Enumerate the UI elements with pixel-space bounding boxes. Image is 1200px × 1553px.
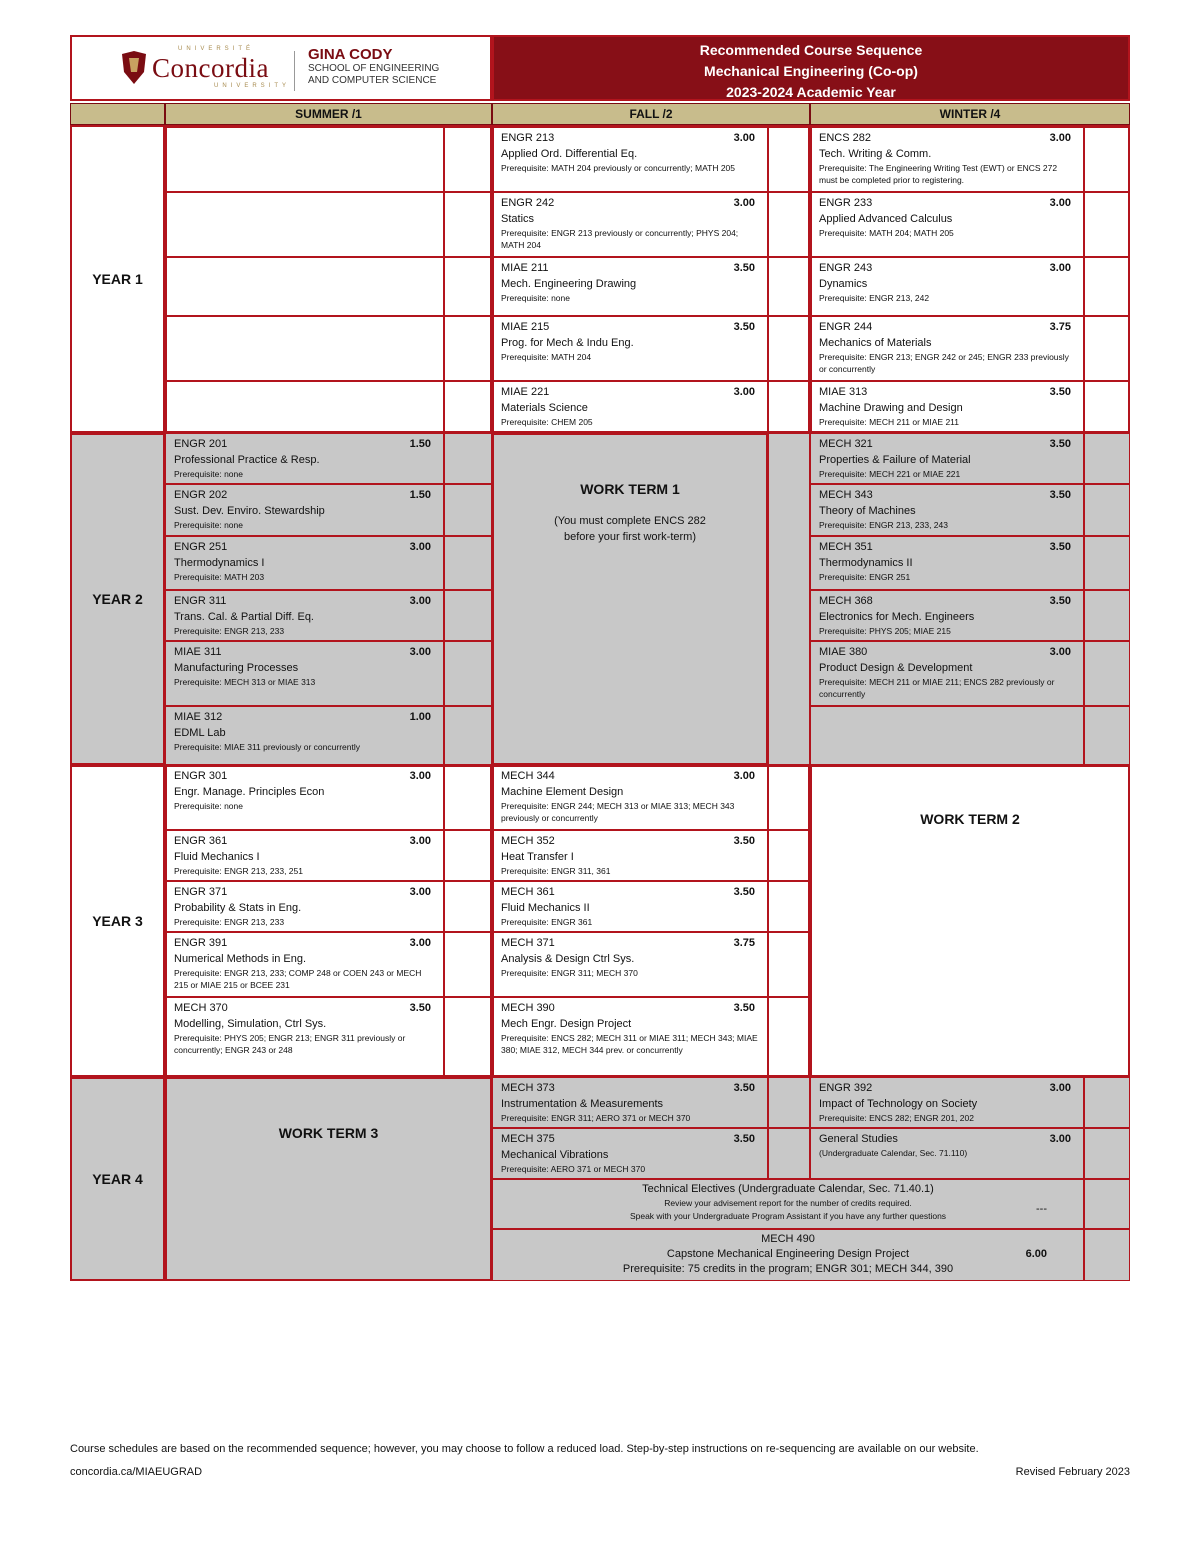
logo-university-text: UNIVERSITY bbox=[214, 83, 291, 89]
course-credits: 3.50 bbox=[733, 1133, 755, 1145]
course-title: Numerical Methods in Eng. bbox=[174, 953, 307, 965]
course-code: MECH 375 bbox=[501, 1133, 555, 1145]
completion-check-cell bbox=[1084, 1128, 1130, 1179]
completion-check-cell bbox=[768, 830, 810, 881]
completion-check-cell bbox=[444, 536, 492, 590]
course-cell bbox=[492, 1077, 768, 1128]
completion-check-cell bbox=[1084, 381, 1130, 433]
course-cell bbox=[810, 381, 1084, 433]
course-prerequisite: Prerequisite: MECH 211 or MIAE 211; ENCS 282 previously or concurrently bbox=[819, 677, 1055, 699]
work-term-3-title: WORK TERM 3 bbox=[278, 1125, 379, 1141]
school-line-3: AND COMPUTER SCIENCE bbox=[308, 75, 437, 86]
course-code: MECH 368 bbox=[819, 595, 873, 607]
course-credits: 3.50 bbox=[409, 1002, 431, 1014]
completion-check-cell bbox=[768, 192, 810, 257]
technical-electives-line-2: Review your advisement report for the number of credits required. bbox=[664, 1198, 912, 1208]
course-cell bbox=[810, 257, 1084, 316]
capstone-cell bbox=[492, 1229, 1084, 1281]
course-title: Sust. Dev. Enviro. Stewardship bbox=[174, 505, 325, 517]
completion-check-cell bbox=[768, 881, 810, 932]
course-cell bbox=[492, 257, 768, 316]
logo-universite-text: UNIVERSITÉ bbox=[178, 46, 255, 52]
course-prerequisite: Prerequisite: none bbox=[501, 293, 570, 303]
course-cell bbox=[165, 932, 444, 997]
technical-electives-cell bbox=[492, 1179, 1084, 1229]
course-cell bbox=[810, 1128, 1084, 1179]
course-title: Impact of Technology on Society bbox=[819, 1098, 978, 1110]
course-code: ENGR 251 bbox=[174, 541, 228, 553]
course-code: MECH 390 bbox=[501, 1002, 555, 1014]
course-code: MECH 351 bbox=[819, 541, 873, 553]
title-line-3: 2023-2024 Academic Year bbox=[726, 84, 896, 100]
course-credits: 3.50 bbox=[733, 1002, 755, 1014]
course-prerequisite: Prerequisite: ENGR 311, 361 bbox=[501, 866, 611, 876]
course-prerequisite: Prerequisite: ENGR 311; AERO 371 or MECH 370 bbox=[501, 1113, 691, 1123]
year-2-label: YEAR 2 bbox=[70, 433, 165, 765]
course-prerequisite: Prerequisite: ENGR 213, 233 bbox=[174, 626, 285, 636]
course-prerequisite: Prerequisite: MATH 204 bbox=[501, 352, 592, 362]
course-credits: 3.50 bbox=[733, 262, 755, 274]
technical-electives-check-cell bbox=[1084, 1179, 1130, 1229]
course-cell bbox=[492, 932, 768, 997]
course-title: Materials Science bbox=[501, 402, 588, 414]
technical-electives-line-3: Speak with your Undergraduate Program Assistant if you have any further questions bbox=[629, 1211, 947, 1221]
course-code: ENGR 371 bbox=[174, 886, 228, 898]
completion-check-cell bbox=[1084, 316, 1130, 381]
semester-header-summer: SUMMER /1 bbox=[165, 103, 492, 125]
completion-check-cell bbox=[444, 484, 492, 536]
course-title: EDML Lab bbox=[174, 727, 226, 739]
course-title: Applied Ord. Differential Eq. bbox=[501, 148, 638, 160]
course-code: ENGR 361 bbox=[174, 835, 228, 847]
course-cell bbox=[810, 433, 1084, 484]
year-4-label: YEAR 4 bbox=[70, 1077, 165, 1281]
course-cell bbox=[165, 765, 444, 830]
course-cell bbox=[165, 192, 444, 257]
course-code: MIAE 221 bbox=[501, 386, 550, 398]
course-code: MIAE 311 bbox=[174, 646, 222, 658]
course-prerequisite: Prerequisite: ENGR 251 bbox=[819, 572, 911, 582]
course-title: Fluid Mechanics I bbox=[174, 851, 260, 863]
completion-check-cell bbox=[444, 257, 492, 316]
course-cell bbox=[165, 381, 444, 433]
completion-check-cell bbox=[768, 1128, 810, 1179]
course-prerequisite: Prerequisite: ENGR 213, 233 bbox=[174, 917, 285, 927]
course-credits: 3.50 bbox=[733, 321, 755, 333]
course-credits: 3.00 bbox=[1049, 646, 1071, 658]
course-prerequisite: Prerequisite: MATH 204; MATH 205 bbox=[819, 228, 954, 238]
footer-url[interactable]: concordia.ca/MIAEUGRAD bbox=[70, 1466, 203, 1478]
course-code: MECH 343 bbox=[819, 489, 873, 501]
completion-check-cell bbox=[1084, 257, 1130, 316]
completion-check-cell bbox=[1084, 706, 1130, 765]
course-cell bbox=[810, 316, 1084, 381]
completion-check-cell bbox=[444, 127, 492, 192]
course-cell bbox=[492, 127, 768, 192]
course-title: Manufacturing Processes bbox=[174, 662, 299, 674]
course-title: Thermodynamics II bbox=[819, 557, 913, 569]
course-credits: 3.50 bbox=[1049, 595, 1071, 607]
course-credits: 3.50 bbox=[1049, 438, 1071, 450]
capstone-credits: 6.00 bbox=[1025, 1248, 1047, 1260]
capstone-check-cell bbox=[1084, 1229, 1130, 1281]
work-term-1 bbox=[492, 433, 768, 765]
title-line-2: Mechanical Engineering (Co-op) bbox=[704, 63, 918, 79]
completion-check-cell bbox=[1084, 192, 1130, 257]
logo-concordia-text: Concordia bbox=[152, 53, 269, 83]
course-cell bbox=[492, 381, 768, 433]
completion-check-cell bbox=[444, 765, 492, 830]
course-prerequisite: Prerequisite: ENCS 282; ENGR 201, 202 bbox=[819, 1113, 974, 1123]
course-cell bbox=[165, 536, 444, 590]
course-cell bbox=[810, 484, 1084, 536]
course-prerequisite: Prerequisite: ENGR 213; ENGR 242 or 245; ENGR 233 previously or concurrently bbox=[819, 352, 1069, 374]
work-term-1-title: WORK TERM 1 bbox=[580, 481, 680, 497]
course-prerequisite: Prerequisite: MECH 211 or MIAE 211 bbox=[819, 417, 959, 427]
work-term-3 bbox=[165, 1077, 492, 1281]
course-title: Tech. Writing & Comm. bbox=[819, 148, 932, 160]
course-code: ENGR 201 bbox=[174, 438, 228, 450]
course-credits: 3.00 bbox=[1049, 1082, 1071, 1094]
year-3-label: YEAR 3 bbox=[70, 765, 165, 1077]
work-term-2-title: WORK TERM 2 bbox=[920, 811, 1020, 827]
course-cell bbox=[492, 316, 768, 381]
completion-check-cell bbox=[768, 127, 810, 192]
course-credits: 3.00 bbox=[1049, 197, 1071, 209]
course-credits: 3.00 bbox=[733, 197, 755, 209]
course-cell bbox=[165, 127, 444, 192]
course-cell bbox=[810, 1077, 1084, 1128]
capstone-prereq: Prerequisite: 75 credits in the program; ENGR 301; MECH 344, 390 bbox=[622, 1263, 954, 1275]
course-code: MECH 361 bbox=[501, 886, 555, 898]
course-cell bbox=[492, 192, 768, 257]
course-cell bbox=[810, 590, 1084, 641]
completion-check-cell bbox=[1084, 484, 1130, 536]
course-title: Probability & Stats in Eng. bbox=[174, 902, 302, 914]
work-term-1-note-line-2: before your first work-term) bbox=[563, 531, 697, 543]
logo-divider bbox=[294, 51, 295, 91]
course-code: ENCS 282 bbox=[819, 132, 871, 144]
completion-check-cell bbox=[768, 1077, 810, 1128]
completion-check-cell bbox=[444, 590, 492, 641]
course-title: Analysis & Design Ctrl Sys. bbox=[501, 953, 635, 965]
course-title: Theory of Machines bbox=[819, 505, 916, 517]
concordia-shield-icon bbox=[120, 50, 148, 86]
completion-check-cell bbox=[768, 316, 810, 381]
technical-electives-title: Technical Electives (Undergraduate Calendar, Sec. 71.40.1) bbox=[642, 1183, 934, 1195]
footer-note: Course schedules are based on the recommended sequence; however, you may choose to follow a reduced load. Step-by-step instructions on re-sequencing are available on our website. bbox=[70, 1443, 979, 1455]
course-cell bbox=[492, 997, 768, 1077]
course-credits: 3.00 bbox=[1049, 262, 1071, 274]
course-cell bbox=[810, 536, 1084, 590]
course-cell bbox=[165, 830, 444, 881]
school-line-2: SCHOOL OF ENGINEERING bbox=[308, 63, 440, 74]
course-title: Electronics for Mech. Engineers bbox=[819, 611, 975, 623]
course-prerequisite: Prerequisite: ENGR 213, 242 bbox=[819, 293, 930, 303]
course-credits: 3.50 bbox=[1049, 541, 1071, 553]
capstone-code: MECH 490 bbox=[761, 1233, 815, 1245]
course-code: ENGR 392 bbox=[819, 1082, 873, 1094]
course-title: Product Design & Development bbox=[819, 662, 973, 674]
course-credits: 3.00 bbox=[409, 835, 431, 847]
completion-check-cell bbox=[1084, 590, 1130, 641]
completion-check-cell bbox=[1084, 536, 1130, 590]
course-code: MIAE 312 bbox=[174, 711, 223, 723]
course-credits: 3.75 bbox=[733, 937, 755, 949]
completion-check-cell bbox=[1084, 1077, 1130, 1128]
course-credits: 3.00 bbox=[409, 541, 431, 553]
completion-check-cell bbox=[768, 932, 810, 997]
semester-header-winter: WINTER /4 bbox=[810, 103, 1130, 125]
semester-header-fall: FALL /2 bbox=[492, 103, 810, 125]
course-title: Mechanical Vibrations bbox=[501, 1149, 609, 1161]
course-cell bbox=[165, 257, 444, 316]
completion-check-cell bbox=[444, 316, 492, 381]
course-prerequisite: Prerequisite: none bbox=[174, 801, 243, 811]
year-1-label: YEAR 1 bbox=[70, 125, 165, 433]
course-title: Thermodynamics I bbox=[174, 557, 265, 569]
course-title: Mech Engr. Design Project bbox=[501, 1018, 632, 1030]
course-cell bbox=[165, 316, 444, 381]
completion-check-cell bbox=[1084, 433, 1130, 484]
course-code: ENGR 301 bbox=[174, 770, 228, 782]
course-credits: 1.50 bbox=[409, 489, 431, 501]
course-prerequisite: Prerequisite: PHYS 205; MIAE 215 bbox=[819, 626, 951, 636]
course-prerequisite: Prerequisite: ENGR 213, 233, 251 bbox=[174, 866, 303, 876]
course-code: ENGR 243 bbox=[819, 262, 873, 274]
work-term-1-check-cell bbox=[768, 433, 810, 765]
course-credits: 3.50 bbox=[1049, 386, 1071, 398]
course-title: Machine Element Design bbox=[501, 786, 624, 798]
course-code: MIAE 211 bbox=[501, 262, 549, 274]
course-title: Trans. Cal. & Partial Diff. Eq. bbox=[174, 611, 314, 623]
course-prerequisite: Prerequisite: The Engineering Writing Test (EWT) or ENCS 272 must be completed prior to registering. bbox=[819, 163, 1058, 185]
course-prerequisite: Prerequisite: AERO 371 or MECH 370 bbox=[501, 1164, 646, 1174]
course-cell bbox=[165, 590, 444, 641]
header-logo-area bbox=[70, 35, 492, 101]
course-prerequisite: Prerequisite: ENGR 213, 233; COMP 248 or COEN 243 or MECH 215 or MIAE 215 or BCEE 231 bbox=[174, 968, 422, 990]
completion-check-cell bbox=[444, 932, 492, 997]
course-prerequisite: Prerequisite: MIAE 311 previously or concurrently bbox=[174, 742, 360, 752]
course-prerequisite: Prerequisite: MATH 203 bbox=[174, 572, 265, 582]
course-cell bbox=[165, 433, 444, 484]
course-code: MECH 371 bbox=[501, 937, 555, 949]
completion-check-cell bbox=[444, 433, 492, 484]
course-code: ENGR 242 bbox=[501, 197, 555, 209]
course-prerequisite: Prerequisite: MECH 313 or MIAE 313 bbox=[174, 677, 316, 687]
course-title: Dynamics bbox=[819, 278, 868, 290]
course-prerequisite: Prerequisite: ENCS 282; MECH 311 or MIAE 311; MECH 343; MIAE 380; MIAE 312, MECH 344 prev. or concurrently bbox=[501, 1033, 758, 1055]
course-title: Prog. for Mech & Indu Eng. bbox=[501, 337, 634, 349]
course-cell bbox=[492, 1128, 768, 1179]
course-code: General Studies bbox=[819, 1133, 898, 1145]
course-cell bbox=[165, 997, 444, 1077]
header-title-banner bbox=[492, 35, 1130, 101]
course-credits: 3.75 bbox=[1049, 321, 1071, 333]
course-title: Fluid Mechanics II bbox=[501, 902, 590, 914]
course-code: ENGR 311 bbox=[174, 595, 227, 607]
course-prerequisite: Prerequisite: ENGR 311; MECH 370 bbox=[501, 968, 638, 978]
course-prerequisite: Prerequisite: none bbox=[174, 469, 243, 479]
course-cell bbox=[810, 706, 1084, 765]
course-credits: 3.00 bbox=[409, 770, 431, 782]
course-cell bbox=[810, 127, 1084, 192]
course-credits: 1.00 bbox=[409, 711, 431, 723]
course-code: ENGR 213 bbox=[501, 132, 555, 144]
completion-check-cell bbox=[444, 381, 492, 433]
work-term-2 bbox=[810, 765, 1130, 1077]
course-cell bbox=[492, 881, 768, 932]
completion-check-cell bbox=[1084, 641, 1130, 706]
completion-check-cell bbox=[768, 997, 810, 1077]
school-gina-cody: GINA CODY bbox=[308, 46, 393, 63]
course-code: ENGR 233 bbox=[819, 197, 873, 209]
course-credits: 3.00 bbox=[409, 937, 431, 949]
title-line-1: Recommended Course Sequence bbox=[699, 42, 923, 58]
course-cell bbox=[165, 881, 444, 932]
completion-check-cell bbox=[444, 706, 492, 765]
course-cell bbox=[810, 641, 1084, 706]
completion-check-cell bbox=[444, 641, 492, 706]
course-cell bbox=[165, 641, 444, 706]
course-credits: 3.00 bbox=[733, 386, 755, 398]
course-credits: 3.00 bbox=[1049, 1133, 1071, 1145]
completion-check-cell bbox=[768, 765, 810, 830]
course-credits: 1.50 bbox=[409, 438, 431, 450]
course-prerequisite: Prerequisite: ENGR 213 previously or concurrently; PHYS 204; MATH 204 bbox=[501, 228, 739, 250]
course-credits: 3.00 bbox=[409, 646, 431, 658]
completion-check-cell bbox=[768, 381, 810, 433]
course-title: Instrumentation & Measurements bbox=[501, 1098, 664, 1110]
course-title: Engr. Manage. Principles Econ bbox=[174, 786, 325, 798]
course-code: MIAE 313 bbox=[819, 386, 868, 398]
completion-check-cell bbox=[444, 192, 492, 257]
course-cell bbox=[165, 484, 444, 536]
course-title: Applied Advanced Calculus bbox=[819, 213, 953, 225]
course-code: MECH 373 bbox=[501, 1082, 555, 1094]
course-title: Statics bbox=[501, 213, 535, 225]
course-prerequisite: Prerequisite: MATH 204 previously or concurrently; MATH 205 bbox=[501, 163, 735, 173]
course-title: Professional Practice & Resp. bbox=[174, 454, 320, 466]
course-code: ENGR 244 bbox=[819, 321, 873, 333]
course-prerequisite: Prerequisite: CHEM 205 bbox=[501, 417, 593, 427]
school-name bbox=[308, 46, 440, 87]
completion-check-cell bbox=[444, 881, 492, 932]
course-code: MECH 344 bbox=[501, 770, 555, 782]
course-credits: 3.50 bbox=[733, 886, 755, 898]
course-cell bbox=[165, 706, 444, 765]
course-cell bbox=[492, 830, 768, 881]
work-term-1-note-line-1: (You must complete ENCS 282 bbox=[554, 515, 706, 527]
course-code: ENGR 202 bbox=[174, 489, 228, 501]
course-credits: 3.50 bbox=[1049, 489, 1071, 501]
course-title: Modelling, Simulation, Ctrl Sys. bbox=[174, 1018, 327, 1030]
course-code: MIAE 215 bbox=[501, 321, 550, 333]
course-title: Mechanics of Materials bbox=[819, 337, 932, 349]
course-credits: 3.00 bbox=[409, 886, 431, 898]
course-credits: 3.00 bbox=[1049, 132, 1071, 144]
course-prerequisite: Prerequisite: MECH 221 or MIAE 221 bbox=[819, 469, 961, 479]
work-term-1-note bbox=[494, 513, 766, 545]
course-code: MECH 321 bbox=[819, 438, 873, 450]
course-code: ENGR 391 bbox=[174, 937, 228, 949]
course-prerequisite: Prerequisite: PHYS 205; ENGR 213; ENGR 311 previously or concurrently; ENGR 243 or 248 bbox=[174, 1033, 406, 1055]
completion-check-cell bbox=[444, 830, 492, 881]
course-cell bbox=[492, 765, 768, 830]
course-credits: 3.50 bbox=[733, 835, 755, 847]
course-credits: 3.50 bbox=[733, 1082, 755, 1094]
completion-check-cell bbox=[1084, 127, 1130, 192]
course-cell bbox=[810, 192, 1084, 257]
course-code: MECH 370 bbox=[174, 1002, 228, 1014]
course-prerequisite: Prerequisite: ENGR 361 bbox=[501, 917, 593, 927]
course-prerequisite: Prerequisite: ENGR 244; MECH 313 or MIAE 313; MECH 343 previously or concurrently bbox=[501, 801, 735, 823]
course-prerequisite: Prerequisite: ENGR 213, 233, 243 bbox=[819, 520, 948, 530]
completion-check-cell bbox=[768, 257, 810, 316]
course-prerequisite: Prerequisite: none bbox=[174, 520, 243, 530]
semester-header-blank bbox=[70, 103, 165, 125]
course-credits: 3.00 bbox=[409, 595, 431, 607]
course-sequence-sheet bbox=[70, 35, 1130, 1281]
course-title: Heat Transfer I bbox=[501, 851, 574, 863]
capstone-title: Capstone Mechanical Engineering Design Project bbox=[666, 1248, 910, 1260]
course-title: Properties & Failure of Material bbox=[819, 454, 971, 466]
course-title: Mech. Engineering Drawing bbox=[501, 278, 637, 290]
course-credits: 3.00 bbox=[733, 132, 755, 144]
course-code: MECH 352 bbox=[501, 835, 555, 847]
course-credits: 3.00 bbox=[733, 770, 755, 782]
course-prerequisite: (Undergraduate Calendar, Sec. 71.110) bbox=[819, 1148, 968, 1158]
course-title: Machine Drawing and Design bbox=[819, 402, 963, 414]
completion-check-cell bbox=[444, 997, 492, 1077]
technical-electives-credits: --- bbox=[1036, 1203, 1047, 1215]
course-code: MIAE 380 bbox=[819, 646, 868, 658]
footer-revised: Revised February 2023 bbox=[1015, 1466, 1130, 1478]
